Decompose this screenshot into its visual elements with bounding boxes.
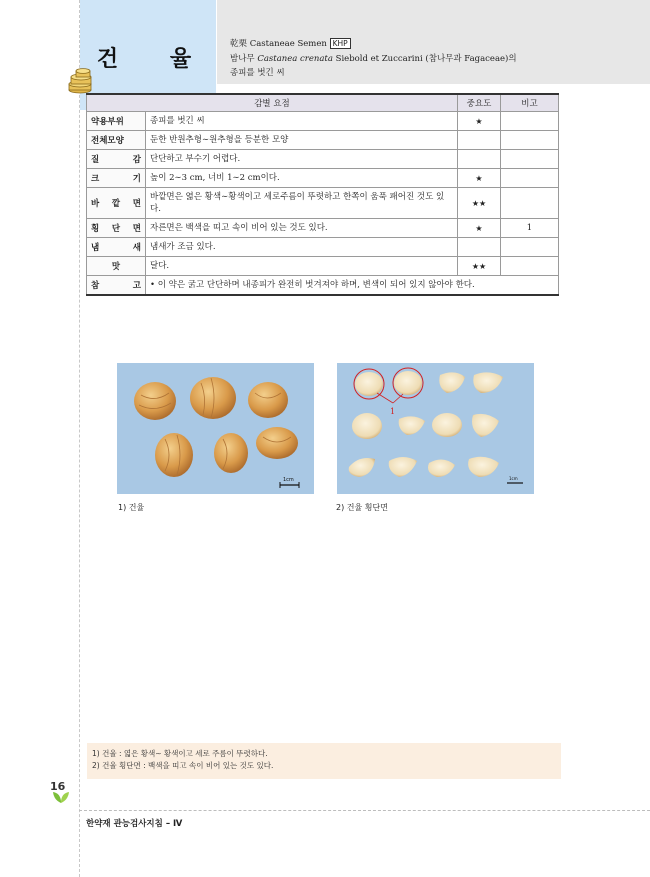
note-line: 2) 건율 횡단면 : 백색을 띠고 속이 비어 있는 것도 있다. [92,761,274,770]
chestnut [256,427,298,459]
cross-section [394,371,422,395]
medicinal-part-line: 종피를 벗긴 씨 [230,68,285,78]
row-importance [458,150,501,169]
footer-title: 한약재 관능검사지침 – Ⅳ [86,819,183,829]
herb-hanja: 乾栗 [230,39,248,49]
row-importance [458,238,501,257]
row-importance: ★★ [458,188,501,219]
chestnut [190,377,236,419]
table-header-row [87,94,559,112]
figure2-caption: 2) 건율 횡단면 [336,503,388,512]
row-label: 크 기 [87,169,146,188]
cross-section [355,372,383,396]
chestnut [134,382,176,420]
row-importance: ★ [458,112,501,131]
note-line: 1) 건율 : 엷은 황색∼ 황색이고 세로 주름이 뚜렷하다. [92,749,268,758]
table-row [87,188,559,219]
chestnut [248,382,288,418]
row-description: 종피를 벗긴 씨 [146,112,458,131]
plant-latin-name: Castanea crenata [257,54,333,64]
row-label: 냄 새 [87,238,146,257]
row-label: 질 감 [87,150,146,169]
row-description: 둔한 반원추형∼원추형을 등분한 모양 [146,131,458,150]
header-criteria: 감별 요점 [87,94,458,112]
leaf-icon [52,790,70,804]
table-row [87,150,559,169]
row-description: 바깥면은 엷은 황색∼황색이고 세로주름이 뚜렷하고 한쪽이 움푹 패어진 것도 있다. [146,188,458,219]
table-row [87,219,559,238]
note-text: • 이 약은 굵고 단단하며 내종피가 완전히 벗겨져야 하며, 변색이 되어 있지 않아야 한다. [146,276,559,296]
header-remarks: 비고 [501,94,559,112]
page-number: 16 [50,780,66,793]
plant-authority-family: Siebold et Zuccarini (참나무과 Fagaceae)의 [335,54,517,64]
row-description: 냄새가 조금 있다. [146,238,458,257]
figure-notes [87,743,561,779]
cross-section [352,413,382,439]
chestnut [214,433,248,473]
row-description: 자른면은 백색을 띠고 속이 비어 있는 것도 있다. [146,219,458,238]
note-label: 참 고 [87,276,146,296]
row-remark [501,169,559,188]
coin-stack-icon [67,68,95,94]
row-remark [501,131,559,150]
khp-badge: KHP [330,38,351,49]
cross-section [432,413,462,437]
figure1-caption: 1) 건율 [118,503,145,512]
plant-origin-line [230,52,517,64]
table-row-note [87,276,559,296]
row-label: 횡 단 면 [87,219,146,238]
row-importance [458,131,501,150]
row-importance: ★★ [458,257,501,276]
table-row [87,131,559,150]
scale-label: 1cm [509,476,518,481]
row-remark: 1 [501,219,559,238]
herb-latin: Castaneae Semen [249,39,327,49]
row-description: 높이 2∼3 cm, 너비 1∼2 cm이다. [146,169,458,188]
header-importance: 중요도 [458,94,501,112]
scale-label: 1cm [283,477,294,483]
table-row [87,238,559,257]
identification-table [86,93,559,296]
chestnut-photo [117,363,314,494]
footer-divider [79,810,650,811]
row-description: 단단하고 부수기 어렵다. [146,150,458,169]
plant-korean-name: 밤나무 [230,54,255,64]
row-remark [501,188,559,219]
row-label: 전체모양 [87,131,146,150]
margin-guide-line [79,0,80,877]
row-label: 바 깥 면 [87,188,146,219]
row-remark [501,112,559,131]
marker-label: 1 [390,407,396,416]
herb-name: 건 율 [96,47,214,72]
row-remark [501,150,559,169]
chestnut-cross-section-photo [337,363,534,494]
row-remark [501,238,559,257]
row-label: 맛 [87,257,146,276]
row-label: 약용부위 [87,112,146,131]
table-row [87,169,559,188]
herb-name-line [230,37,351,49]
row-importance: ★ [458,219,501,238]
table-row [87,112,559,131]
row-importance: ★ [458,169,501,188]
row-remark [501,257,559,276]
chestnut [155,433,193,477]
row-description: 달다. [146,257,458,276]
table-row [87,257,559,276]
